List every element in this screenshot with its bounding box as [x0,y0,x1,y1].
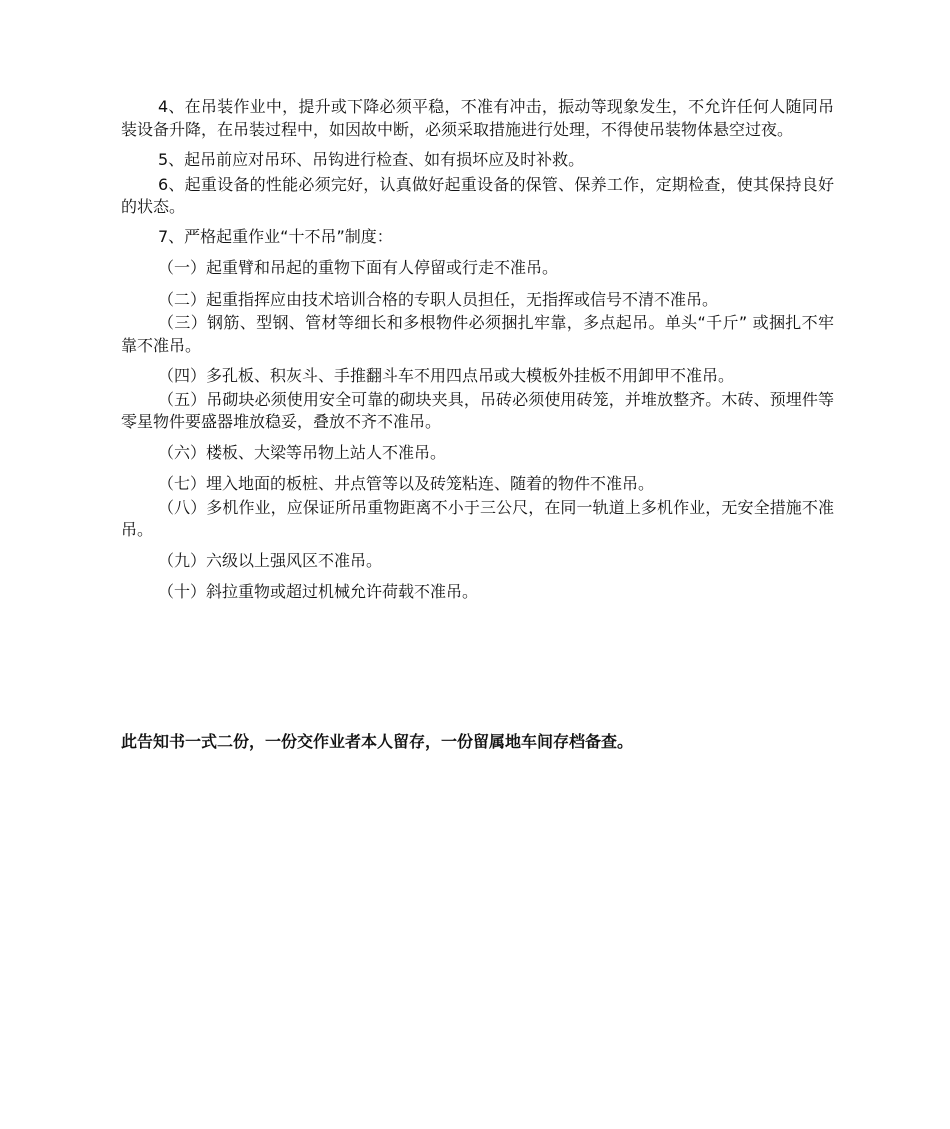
rule-4-paragraph: 4、在吊装作业中，提升或下降必须平稳，不准有冲击，振动等现象发生，不允许任何人随同吊装设备升降，在吊装过程中，如因故中断，必须采取措施进行处理，不得使吊装物体悬空过夜。 [121,97,834,139]
rule-7-heading: 7、严格起重作业“十不吊”制度： [158,226,393,246]
no-lift-item-10: （十）斜拉重物或超过机械允许荷载不准吊。 [158,582,479,601]
no-lift-item-6: （六）楼板、大梁等吊物上站人不准吊。 [158,442,447,462]
no-lift-item-8: （八）多机作业，应保证所吊重物距离不小于三公尺，在同一轨道上多机作业，无安全措施不准吊。 [121,497,834,539]
footer-note: 此告知书一式二份，一份交作业者本人留存，一份留属地车间存档备查。 [121,732,634,751]
no-lift-item-4: （四）多孔板、积灰斗、手推翻斗车不用四点吊或大模板外挂板不用卸甲不准吊。 [158,366,735,385]
rule-6-paragraph: 6、起重设备的性能必须完好，认真做好起重设备的保管、保养工作，定期检查，使其保持良好的状态。 [121,174,834,216]
no-lift-item-1: （一）起重臂和吊起的重物下面有人停留或行走不准吊。 [158,258,559,277]
rule-5-paragraph: 5、起吊前应对吊环、吊钩进行检查、如有损坏应及时补救。 [158,150,585,169]
no-lift-item-2: （二）起重指挥应由技术培训合格的专职人员担任，无指挥或信号不清不准吊。 [158,289,719,309]
no-lift-item-5: （五）吊砌块必须使用安全可靠的砌块夹具，吊砖必须使用砖笼，并堆放整齐。木砖、预埋件等零星物件要盛器堆放稳妥，叠放不齐不准吊。 [121,389,834,431]
no-lift-item-7: （七）埋入地面的板桩、井点管等以及砖笼粘连、随着的物件不准吊。 [158,474,655,493]
no-lift-item-9: （九）六级以上强风区不准吊。 [158,550,383,570]
no-lift-item-3: （三）钢筋、型钢、管材等细长和多根物件必须捆扎牢靠，多点起吊。单头“千斤” 或捆扎不牢靠不准吊。 [121,313,834,355]
document-body [121,96,834,604]
